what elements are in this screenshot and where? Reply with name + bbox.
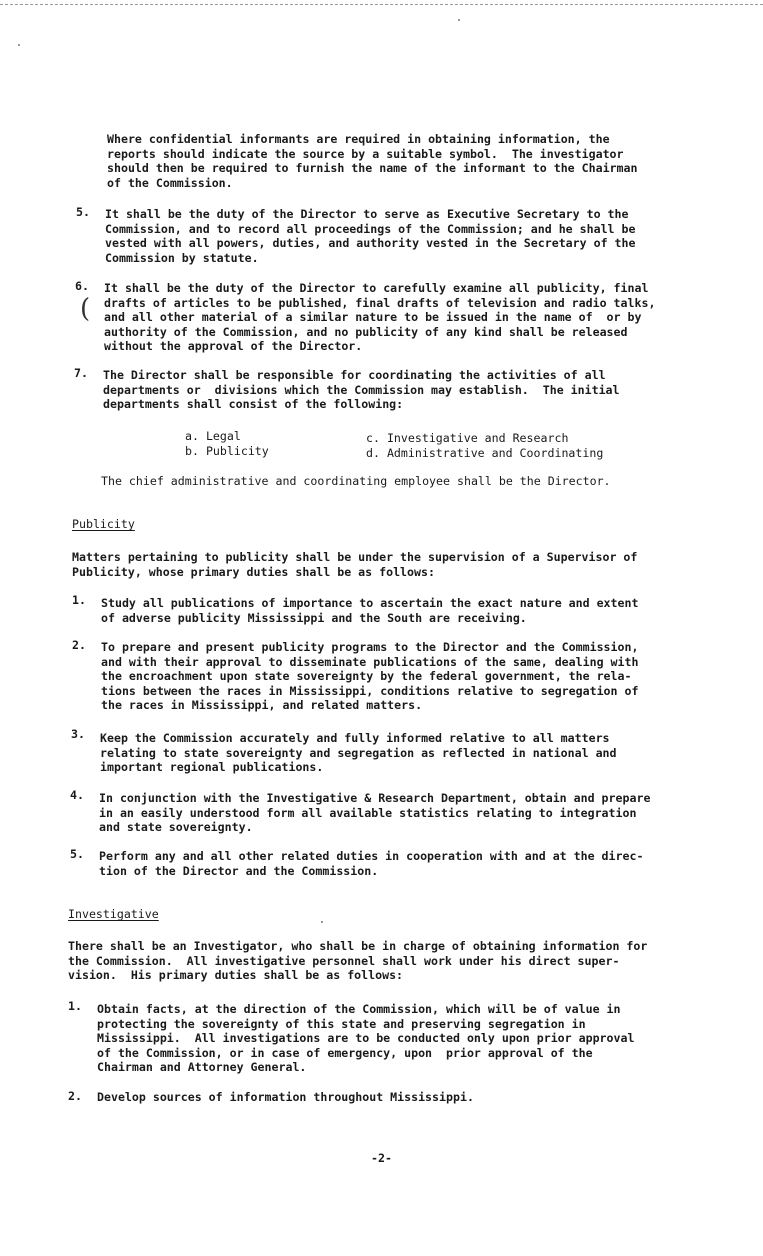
text-line: Mississippi. All investigations are to be conducted only upon prior approval bbox=[97, 1031, 635, 1046]
text-line: The Director shall be responsible for coordinating the activities of all bbox=[103, 368, 606, 382]
publicity-item-3 bbox=[100, 731, 617, 775]
text-line: the encroachment upon state sovereignty by the federal government, the rela- bbox=[101, 669, 632, 684]
text-line: the Commission. All investigative personnel shall work under his direct super- bbox=[68, 953, 620, 968]
margin-bracket-mark: ( bbox=[80, 294, 91, 324]
item-number: 2. bbox=[72, 638, 86, 652]
investigative-intro bbox=[68, 939, 647, 983]
text-line: Commission, and to record all proceedings of the Commission; and he shall be bbox=[105, 221, 636, 236]
text-line: vision. His primary duties shall be as follows: bbox=[68, 968, 404, 983]
section-heading-investigative: Investigative bbox=[68, 907, 159, 921]
publicity-intro bbox=[72, 550, 637, 579]
text-line: authority of the Commission, and no publicity of any kind shall be released bbox=[104, 324, 628, 339]
text-line: and with their approval to disseminate publications of the same, dealing with bbox=[101, 654, 639, 669]
item-number: 5. bbox=[76, 205, 90, 219]
text-line: important regional publications. bbox=[100, 760, 324, 775]
text-line: of adverse publicity Mississippi and the South are receiving. bbox=[101, 610, 527, 625]
department-list-left bbox=[185, 429, 269, 458]
text-line: Matters pertaining to publicity shall be under the supervision of a Supervisor of bbox=[72, 550, 638, 564]
text-line: Develop sources of information throughout Mississippi. bbox=[97, 1090, 474, 1104]
text-line: There shall be an Investigator, who shall be in charge of obtaining information for bbox=[68, 939, 648, 953]
text-line: Chairman and Attorney General. bbox=[97, 1060, 307, 1075]
intro-paragraph bbox=[107, 132, 637, 190]
item-number: 6. bbox=[75, 279, 89, 293]
text-line: tions between the races in Mississippi, conditions relative to segregation of bbox=[101, 683, 639, 698]
department-item: b. Publicity bbox=[185, 443, 269, 458]
item-number: 2. bbox=[68, 1089, 82, 1103]
text-line: in an easily understood form all available statistics relating to integration bbox=[99, 805, 637, 820]
scan-speck bbox=[18, 44, 20, 46]
text-line: the races in Mississippi, and related matters. bbox=[101, 698, 423, 713]
department-item: c. Investigative and Research bbox=[366, 431, 569, 445]
text-line: Perform any and all other related duties in cooperation with and at the direc- bbox=[99, 849, 644, 863]
item-5-paragraph bbox=[105, 207, 635, 265]
text-line: and all other material of a similar nature to be issued in the name of or by bbox=[104, 310, 642, 325]
department-item: a. Legal bbox=[185, 429, 241, 443]
text-line: It shall be the duty of the Director to carefully examine all publicity, final bbox=[104, 281, 649, 295]
investigative-item-1 bbox=[97, 1002, 634, 1075]
publicity-item-1 bbox=[101, 596, 638, 625]
text-line: Keep the Commission accurately and fully informed relative to all matters bbox=[100, 731, 610, 745]
text-line: To prepare and present publicity programs to the Director and the Commission, bbox=[101, 640, 639, 654]
text-line: relating to state sovereignty and segregation as reflected in national and bbox=[100, 745, 617, 760]
text-line: departments shall consist of the following: bbox=[103, 397, 404, 412]
text-line: protecting the sovereignty of this state and preserving segregation in bbox=[97, 1016, 586, 1031]
text-line: tion of the Director and the Commission. bbox=[99, 863, 379, 878]
text-line: It shall be the duty of the Director to serve as Executive Secretary to the bbox=[105, 207, 629, 221]
publicity-item-4 bbox=[99, 791, 650, 835]
department-list-right bbox=[366, 431, 603, 460]
text-line: departments or divisions which the Commission may establish. The initial bbox=[103, 382, 620, 397]
text-line: of the Commission. bbox=[107, 175, 233, 190]
text-line: Publicity, whose primary duties shall be as follows: bbox=[72, 564, 435, 579]
scan-speck bbox=[458, 19, 460, 21]
item-6-paragraph bbox=[104, 281, 655, 354]
department-item: d. Administrative and Coordinating bbox=[366, 445, 604, 460]
item-number: 5. bbox=[70, 847, 84, 861]
scan-speck bbox=[321, 921, 323, 923]
text-line: should then be required to furnish the name of the informant to the Chairman bbox=[107, 161, 638, 176]
chief-employee-line: The chief administrative and coordinating employee shall be the Director. bbox=[101, 474, 611, 488]
item-number: 1. bbox=[68, 999, 82, 1013]
item-number: 3. bbox=[71, 727, 85, 741]
section-heading-publicity: Publicity bbox=[72, 517, 135, 531]
text-line: Study all publications of importance to ascertain the exact nature and extent bbox=[101, 596, 639, 610]
text-line: without the approval of the Director. bbox=[104, 339, 363, 354]
item-number: 4. bbox=[70, 788, 84, 802]
top-dashed-edge bbox=[0, 4, 763, 5]
publicity-item-5 bbox=[99, 849, 643, 878]
item-number: 1. bbox=[72, 593, 86, 607]
text-line: vested with all powers, duties, and authority vested in the Secretary of the bbox=[105, 236, 636, 251]
investigative-item-2 bbox=[97, 1090, 474, 1105]
text-line: drafts of articles to be published, final drafts of television and radio talks, bbox=[104, 295, 656, 310]
text-line: Obtain facts, at the direction of the Commission, which will be of value in bbox=[97, 1002, 621, 1016]
text-line: of the Commission, or in case of emergency, upon prior approval of the bbox=[97, 1045, 593, 1060]
text-line: reports should indicate the source by a suitable symbol. The investigator bbox=[107, 146, 624, 161]
item-number: 7. bbox=[74, 366, 88, 380]
item-7-paragraph bbox=[103, 368, 620, 412]
publicity-item-2 bbox=[101, 640, 638, 713]
text-line: Commission by statute. bbox=[105, 250, 259, 265]
text-line: In conjunction with the Investigative & Research Department, obtain and prepare bbox=[99, 791, 651, 805]
text-line: Where confidential informants are required in obtaining information, the bbox=[107, 132, 610, 146]
page-number: -2- bbox=[371, 1151, 392, 1165]
text-line: and state sovereignty. bbox=[99, 820, 253, 835]
